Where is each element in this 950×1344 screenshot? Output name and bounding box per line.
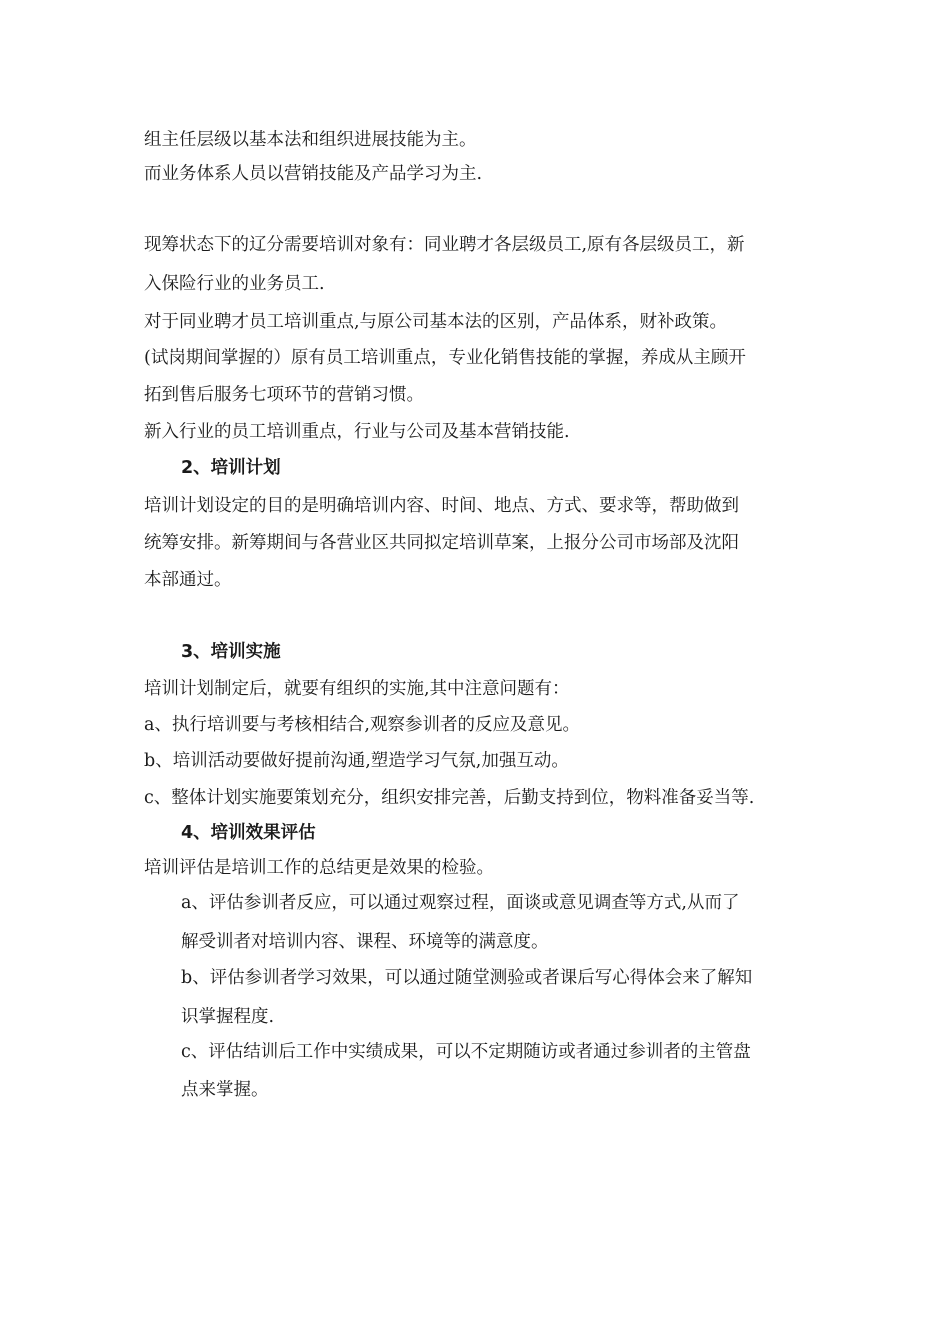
section-2-line: 本部通过。 <box>144 570 232 590</box>
section-4-item: 解受训者对培训内容、课程、环境等的满意度。 <box>181 932 549 952</box>
section-4-item: c、评估结训后工作中实绩成果，可以不定期随访或者通过参训者的主管盘 <box>181 1042 751 1062</box>
section-4-intro: 培训评估是培训工作的总结更是效果的检验。 <box>144 858 494 878</box>
section-2-line: 统筹安排。新筹期间与各营业区共同拟定培训草案，上报分公司市场部及沈阳 <box>144 533 739 553</box>
section-3-item: b、培训活动要做好提前沟通,塑造学习气氛,加强互动。 <box>144 751 569 771</box>
section-4-item: 识掌握程度. <box>181 1007 275 1027</box>
section-2-heading: 2、培训计划 <box>181 458 281 478</box>
targets-line: 现筹状态下的辽分需要培训对象有：同业聘才各层级员工,原有各层级员工，新 <box>144 235 745 255</box>
intro-line: 组主任层级以基本法和组织进展技能为主。 <box>144 130 477 150</box>
targets-line: 对于同业聘才员工培训重点,与原公司基本法的区别，产品体系，财补政策。 <box>144 312 728 332</box>
section-4-item: b、评估参训者学习效果，可以通过随堂测验或者课后写心得体会来了解知 <box>181 968 753 988</box>
section-3-heading: 3、培训实施 <box>181 642 281 662</box>
section-2-line: 培训计划设定的目的是明确培训内容、时间、地点、方式、要求等，帮助做到 <box>144 496 739 516</box>
targets-line: 拓到售后服务七项环节的营销习惯。 <box>144 385 424 405</box>
targets-line: (试岗期间掌握的）原有员工培训重点，专业化销售技能的掌握，养成从主顾开 <box>144 348 746 368</box>
targets-line: 入保险行业的业务员工. <box>144 274 325 294</box>
section-3-line: 培训计划制定后，就要有组织的实施,其中注意问题有： <box>144 679 570 699</box>
section-4-item: 点来掌握。 <box>181 1080 269 1100</box>
intro-line: 而业务体系人员以营销技能及产品学习为主. <box>144 164 483 184</box>
section-3-item: a、执行培训要与考核相结合,观察参训者的反应及意见。 <box>144 715 580 735</box>
section-4-item: a、评估参训者反应，可以通过观察过程，面谈或意见调查等方式,从而了 <box>181 893 740 913</box>
targets-line: 新入行业的员工培训重点，行业与公司及基本营销技能. <box>144 422 570 442</box>
section-4-heading: 4、培训效果评估 <box>181 823 316 843</box>
section-3-item: c、整体计划实施要策划充分，组织安排完善，后勤支持到位，物料准备妥当等. <box>144 788 755 808</box>
